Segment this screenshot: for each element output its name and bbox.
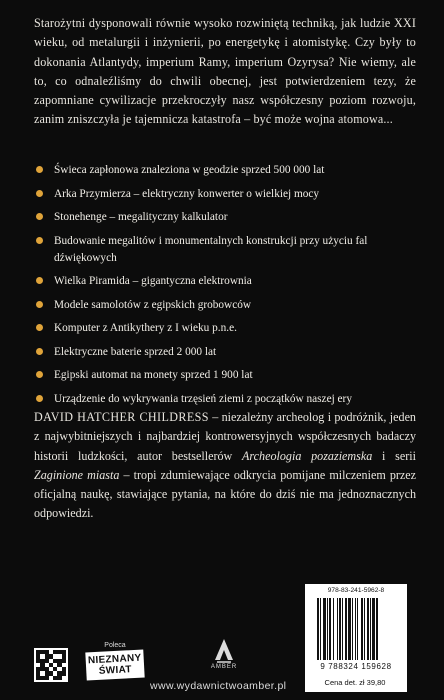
bullet-dot-icon bbox=[36, 237, 43, 244]
list-item: Wielka Piramida – gigantyczna elektrownia bbox=[36, 273, 418, 290]
publisher-logo bbox=[199, 638, 249, 670]
list-item: Arka Przymierza – elektryczny konwerter o wielkiej mocy bbox=[36, 186, 418, 203]
author-bio: DAVID HATCHER CHILDRESS – niezależny archeolog i podróżnik, jeden z najwybitniejszych i najbardziej kontrowersyjnych współczesnych badaczy historii ludzkości, autor bestsellerów Archeologia pozaziemska i serii Zaginione miasta – tropi zdumiewające odkrycia pomijane milczeniem przez oficjalną naukę, stawiające pytania, na które do dziś nie ma jednoznacznych odpowiedzi. bbox=[34, 410, 417, 521]
bullet-dot-icon bbox=[36, 213, 43, 220]
partner-promo bbox=[86, 642, 144, 679]
bullet-dot-icon bbox=[36, 348, 43, 355]
bullet-dot-icon bbox=[36, 277, 43, 284]
qr-code-icon bbox=[34, 648, 68, 682]
list-item: Modele samolotów z egipskich grobowców bbox=[36, 297, 418, 314]
list-item: Świeca zapłonowa znaleziona w geodzie sprzed 500 000 lat bbox=[36, 162, 418, 179]
poleca-label: Poleca bbox=[104, 642, 126, 649]
bullet-dot-icon bbox=[36, 190, 43, 197]
barcode-icon bbox=[317, 598, 397, 662]
price-label: Cena det. zł 39,80 bbox=[324, 678, 386, 687]
bullet-dot-icon bbox=[36, 301, 43, 308]
publisher-website: www.wydawnictwoamber.pl bbox=[150, 680, 287, 692]
list-item: Budowanie megalitów i monumentalnych konstrukcji przy użyciu fal dźwiękowych bbox=[36, 233, 418, 267]
book-title-2: Zaginione miasta bbox=[34, 467, 120, 482]
list-item: Stonehenge – megalityczny kalkulator bbox=[36, 209, 418, 226]
partner-logo: NIEZNANY ŚWIAT bbox=[85, 650, 144, 681]
author-name: DAVID HATCHER CHILDRESS bbox=[34, 410, 209, 424]
list-item: Komputer z Antikythery z I wieku p.n.e. bbox=[36, 320, 418, 337]
list-item: Egipski automat na monety sprzed 1 900 lat bbox=[36, 367, 418, 384]
bullet-dot-icon bbox=[36, 371, 43, 378]
bullet-dot-icon bbox=[36, 166, 43, 173]
bullet-dot-icon bbox=[36, 395, 43, 402]
isbn-label: 978-83-241-5962-8 bbox=[327, 587, 385, 594]
isbn-barcode bbox=[305, 584, 407, 692]
bullet-dot-icon bbox=[36, 324, 43, 331]
publisher-name: AMBER bbox=[210, 664, 238, 670]
feature-list bbox=[36, 162, 418, 414]
list-item: Elektryczne baterie sprzed 2 000 lat bbox=[36, 344, 418, 361]
amber-emblem-icon bbox=[213, 638, 235, 664]
list-item: Urządzenie do wykrywania trzęsień ziemi z początków naszej ery bbox=[36, 391, 418, 408]
barcode-number: 9 788324 159628 bbox=[320, 662, 392, 671]
book-title-1: Archeologia pozaziemska bbox=[242, 448, 373, 463]
intro-paragraph: Starożytni dysponowali równie wysoko rozwiniętą techniką, jak ludzie XXI wieku, od metalurgii i inżynierii, po energetykę i atomistykę. Czy były to dokonania Atlantydy, imperium Ramy, imperium Ozyrysa? Nie wiemy, ale to, co odnaleźliśmy do chwili obecnej, jest potwierdzeniem tezy, że zapomniane cywilizacje przekroczyły nasz współczesny poziom rozwoju, zanim zniszczyła je tajemnicza katastrofa – być może wojna atomowa... bbox=[34, 16, 416, 127]
